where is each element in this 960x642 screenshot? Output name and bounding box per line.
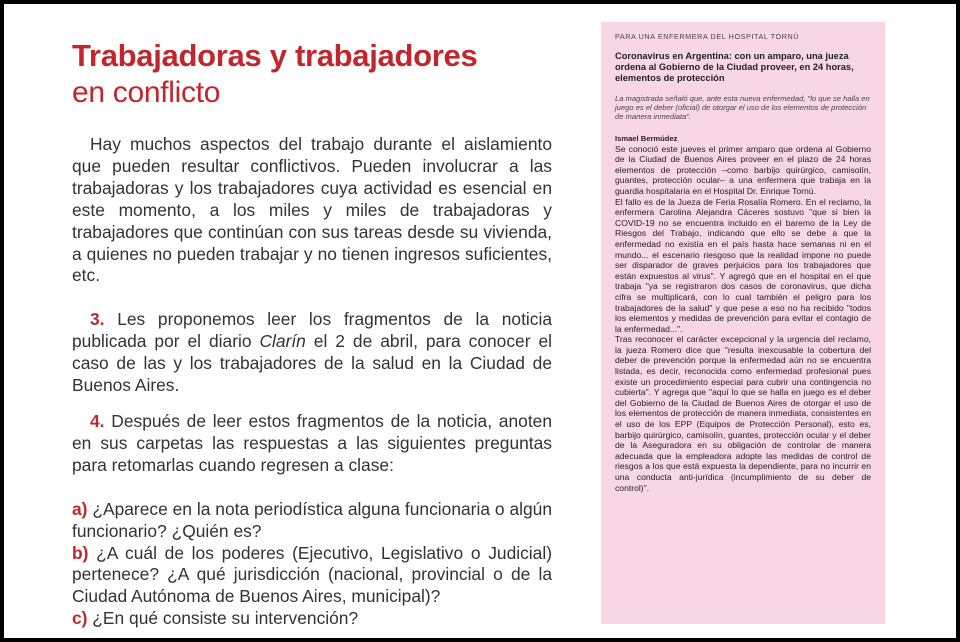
intro-paragraph: Hay muchos aspectos del trabajo durante el aislamiento que pueden resultar conflictivos. Pueden involucrar a las trabajadoras y los trabajadores cuya actividad es esencial en este momento, a los miles y miles de trabajadoras y trabajadores que continúan con sus tareas desde su vivienda, a quienes no pueden trabajar y no tienen ingresos suficientes, etc. (72, 134, 552, 286)
activity-3-text-a: Les proponemos leer los fragmentos de la noticia publicada por el diario (72, 309, 552, 352)
news-kicker: PARA UNA ENFERMERA DEL HOSPITAL TORNÚ (615, 32, 800, 41)
question-b-label: b) (72, 542, 89, 563)
question-a (72, 499, 552, 543)
activity-3-text-b: el 2 de abril, para conocer el caso de las y los trabajadores de la salud en la Ciudad de Buenos Aires. (72, 331, 552, 396)
textbook-page (4, 4, 956, 638)
news-author: Ismael Bermúdez (615, 133, 678, 143)
news-headline: Coronavirus en Argentina: con un amparo, una jueza ordena al Gobierno de la Ciudad proveer, en 24 horas, elementos de protección (615, 51, 854, 83)
main-column (72, 134, 552, 630)
news-sidebar (601, 22, 885, 624)
newspaper-name: Clarín (259, 331, 306, 352)
question-a-text: ¿Aparece en la nota periodística alguna funcionaria o algún funcionario? ¿Quién es? (72, 498, 552, 541)
question-b-text: ¿A cuál de los poderes (Ejecutivo, Legislativo o Judicial) pertenece? ¿A qué jurisdicción (nacional, provincial o de la Ciudad Autónoma de Buenos Aires, municipal)? (72, 542, 552, 607)
activity-4-number: 4. (90, 410, 105, 431)
question-b (72, 543, 552, 609)
news-paragraph: El fallo es de la Jueza de Feria Rosalía Romero. En el reclamo, la enfermera Carolina Alejandra Cáceres sostuvo "que si bien la COVID-19 no se encuentra incluido en el baremo de la Ley de Riesgos del Trabajo, indicando que ello se debe a que la enfermedad no existía en el país hasta hace semanas ni en el mundo... el escenario riesgoso que la realidad impone no puede ser disparador de graves perjuicios para los trabajadores que están expuestos al virus". Y agregó que en el hospital en el que trabaja "ya se registraron dos casos de coronavirus, que dicha cifra se multiplicará, con lo cual también el peligro para los trabajadores de la salud" y que pese a eso no ha recibido "todos los elementos y medidas de prevención para evitar el contagio de la enfermedad...". (615, 196, 871, 334)
news-body (615, 144, 871, 494)
question-c-text: ¿En qué consiste su intervención? (87, 608, 359, 629)
title-line-1: Trabajadoras y trabajadores (72, 38, 478, 73)
activity-4 (72, 411, 552, 477)
news-paragraph: Se conoció este jueves el primer amparo que ordena al Gobierno de la Ciudad de Buenos Aires proveer en el plazo de 24 horas elementos de protección –como barbijo quirúrgico, camisolín, guantes, protección ocular– a una enfermera que trabaja en la guardia hospitalaria en el Hospital Dr. Enrique Tornú. (615, 143, 871, 196)
news-lead: La magistrada señaló que, ante esta nueva enfermedad, "lo que se halla en juego es el deber (oficial) de otorgar el uso de los elementos de protección de manera inmediata". (615, 94, 870, 122)
title-line-2: en conflicto (72, 76, 221, 109)
question-c-label: c) (72, 608, 88, 629)
page-title (72, 38, 477, 111)
activity-3-number: 3. (90, 309, 105, 330)
activity-4-text: Después de leer estos fragmentos de la noticia, anoten en sus carpetas las respuestas a las siguientes preguntas para retomarlas cuando regresen a clase: (72, 410, 552, 475)
question-a-label: a) (72, 498, 88, 519)
news-paragraph: Tras reconocer el carácter excepcional y la urgencia del reclamo, la jueza Romero dice que "resulta inexcusable la cobertura del deber de prevención porque la enfermedad aún no se encuentra listada, es decir, reconocida como enfermedad profesional pues existe un procedimiento especial para cubrir una contingencia no cubierta". Y agrega que "aquí lo que se halla en juego es el deber del Gobierno de la Ciudad de Buenos Aires de otorgar el uso de los elementos de protección de manera inmediata, consistentes en el uso de los EPP (Equipos de Protección Personal), esto es, barbijo quirúrgico, camisolín, guantes, protección ocular y el deber de la Aseguradora en su obligación de controlar de manera adecuada que la empleadora adopte las medidas de control de riesgos a los que está expuesta la dependiente, para no incurrir en una conducta anti-jurídica (incumplimiento de su deber de control)". (615, 334, 871, 493)
question-c (72, 608, 552, 630)
activity-3 (72, 309, 552, 397)
